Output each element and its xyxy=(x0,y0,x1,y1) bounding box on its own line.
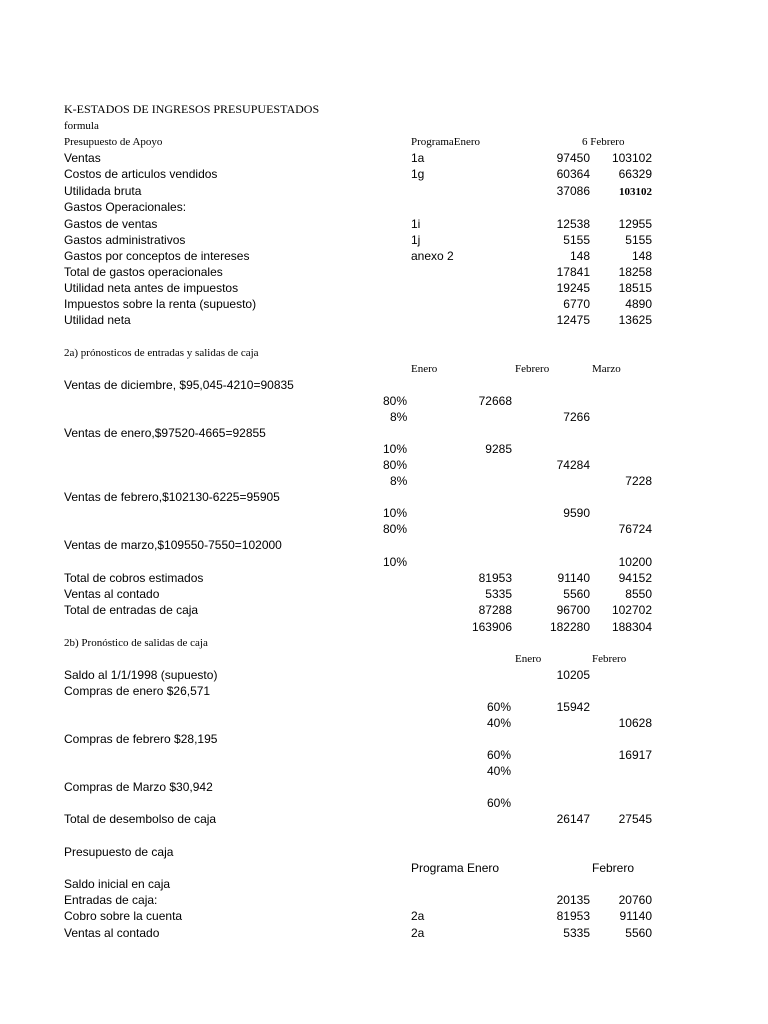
percent: 8% xyxy=(390,410,408,424)
percent: 10% xyxy=(383,506,408,520)
s3-header-program: Programa Enero xyxy=(411,861,500,875)
value: 7266 xyxy=(563,410,590,424)
percent: 8% xyxy=(390,474,408,488)
s1-row-label: Utilidada bruta xyxy=(64,184,142,198)
formula-label: formula xyxy=(64,120,99,132)
s3-row-label: Saldo inicial en caja xyxy=(64,877,171,891)
s1-row-label: Costos de articulos vendidos xyxy=(64,167,218,181)
s2a-header-marzo: Marzo xyxy=(592,363,621,375)
s3-row-label: Entradas de caja: xyxy=(64,893,158,907)
s1-row-febrero: 66329 xyxy=(618,167,652,181)
s1-row-febrero: 13625 xyxy=(618,313,652,327)
s1-row-febrero: 148 xyxy=(631,249,652,263)
s2a-total-marzo: 8550 xyxy=(625,587,652,601)
percent: 80% xyxy=(383,394,408,408)
s3-row-enero: 81953 xyxy=(556,909,590,923)
value: 9590 xyxy=(563,506,590,520)
ventas-febrero: Ventas de febrero,$102130-6225=95905 xyxy=(64,490,280,504)
value: 76724 xyxy=(618,522,652,536)
s1-row-program: 1i xyxy=(411,217,421,231)
s1-row-enero: 5155 xyxy=(563,233,590,247)
ventas-enero: Ventas de enero,$97520-4665=92855 xyxy=(64,426,266,440)
percent: 40% xyxy=(487,716,512,730)
s2a-total-marzo: 94152 xyxy=(618,571,652,585)
s1-row-febrero: 18515 xyxy=(618,281,652,295)
s1-row-enero: 12538 xyxy=(556,217,590,231)
s1-row-enero: 12475 xyxy=(556,313,590,327)
s2b-total-enero: 26147 xyxy=(556,812,590,826)
percent: 60% xyxy=(487,796,512,810)
s3-row-label: Cobro sobre la cuenta xyxy=(64,909,183,923)
value: 72668 xyxy=(478,394,512,408)
ventas-marzo: Ventas de marzo,$109550-7550=102000 xyxy=(64,538,282,552)
s1-row-febrero: 4890 xyxy=(625,297,652,311)
s1-row-febrero: 103102 xyxy=(619,186,652,198)
s1-row-enero: 148 xyxy=(569,249,590,263)
saldo-label: Saldo al 1/1/1998 (supuesto) xyxy=(64,668,218,682)
s3-row-enero: 20135 xyxy=(556,893,590,907)
s2a-total-label: Ventas al contado xyxy=(64,587,160,601)
value: 16917 xyxy=(618,748,652,762)
s2a-sum-febrero: 182280 xyxy=(549,620,590,634)
percent: 60% xyxy=(487,700,512,714)
percent: 80% xyxy=(383,458,408,472)
percent: 40% xyxy=(487,764,512,778)
ventas-diciembre: Ventas de diciembre, $95,045-4210=90835 xyxy=(64,378,294,392)
compras-enero: Compras de enero $26,571 xyxy=(64,684,211,698)
s3-row-label: Ventas al contado xyxy=(64,926,160,940)
s1-row-program: anexo 2 xyxy=(411,249,454,263)
s3-row-enero: 5335 xyxy=(563,926,590,940)
s1-row-enero: 60364 xyxy=(556,167,590,181)
s3-header-febrero: Febrero xyxy=(592,861,635,875)
s2b-total-label: Total de desembolso de caja xyxy=(64,812,217,826)
s1-row-febrero: 12955 xyxy=(618,217,652,231)
doc-title: K-ESTADOS DE INGRESOS PRESUPUESTADOS xyxy=(64,102,320,116)
s1-header-febrero: 6 Febrero xyxy=(582,136,625,148)
s3-title: Presupuesto de caja xyxy=(64,845,174,859)
s1-row-label: Utilidad neta antes de impuestos xyxy=(64,281,239,295)
s2a-total-label: Total de entradas de caja xyxy=(64,603,199,617)
s1-row-program: 1g xyxy=(411,167,425,181)
s2b-total-febrero: 27545 xyxy=(618,812,652,826)
percent: 60% xyxy=(487,748,512,762)
s1-row-enero: 19245 xyxy=(556,281,590,295)
s1-row-label: Impuestos sobre la renta (supuesto) xyxy=(64,297,257,311)
s2a-total-marzo: 102702 xyxy=(611,603,652,617)
value: 15942 xyxy=(556,700,590,714)
value: 74284 xyxy=(556,458,590,472)
s1-row-label: Total de gastos operacionales xyxy=(64,265,223,279)
s2a-total-febrero: 5560 xyxy=(563,587,590,601)
s2a-total-febrero: 91140 xyxy=(557,571,590,585)
s1-row-label: Gastos por conceptos de intereses xyxy=(64,249,250,263)
s2b-header-febrero: Febrero xyxy=(592,653,627,665)
percent: 80% xyxy=(383,522,408,536)
s1-row-program: 1j xyxy=(411,233,421,247)
s1-row-enero: 97450 xyxy=(556,151,590,165)
s2a-title: 2a) prónosticos de entradas y salidas de caja xyxy=(64,347,259,359)
s2a-total-enero: 81953 xyxy=(478,571,512,585)
value: 10200 xyxy=(618,555,652,569)
percent: 10% xyxy=(383,555,408,569)
s3-row-febrero: 5560 xyxy=(625,926,652,940)
s2a-total-febrero: 96700 xyxy=(556,603,590,617)
s1-row-program: 1a xyxy=(411,151,425,165)
s1-row-enero: 37086 xyxy=(556,184,590,198)
s3-row-program: 2a xyxy=(411,926,425,940)
s1-row-label: Gastos Operacionales: xyxy=(64,200,187,214)
s1-row-enero: 6770 xyxy=(563,297,590,311)
s1-header-program: ProgramaEnero xyxy=(411,136,481,148)
value: 9285 xyxy=(485,442,512,456)
s2a-total-enero: 87288 xyxy=(478,603,512,617)
value: 10628 xyxy=(618,716,652,730)
s2a-header-enero: Enero xyxy=(411,363,438,375)
s1-row-febrero: 5155 xyxy=(625,233,652,247)
compras-febrero: Compras de febrero $28,195 xyxy=(64,732,218,746)
s2a-total-enero: 5335 xyxy=(485,587,512,601)
s1-row-label: Gastos administrativos xyxy=(64,233,186,247)
s3-row-febrero: 91140 xyxy=(619,909,652,923)
s2a-header-febrero: Febrero xyxy=(515,363,550,375)
value: 7228 xyxy=(625,474,652,488)
s1-row-enero: 17841 xyxy=(556,265,590,279)
s2a-total-label: Total de cobros estimados xyxy=(64,571,204,585)
s3-row-program: 2a xyxy=(411,909,425,923)
s1-row-febrero: 103102 xyxy=(611,151,652,165)
s1-row-label: Ventas xyxy=(64,151,101,165)
saldo-value: 10205 xyxy=(556,668,590,682)
s1-row-febrero: 18258 xyxy=(618,265,652,279)
s2b-header-enero: Enero xyxy=(515,653,542,665)
s2b-title: 2b) Pronóstico de salidas de caja xyxy=(64,637,208,649)
s1-row-label: Gastos de ventas xyxy=(64,217,158,231)
s2a-sum-marzo: 188304 xyxy=(611,620,652,634)
compras-marzo: Compras de Marzo $30,942 xyxy=(64,780,213,794)
s3-row-febrero: 20760 xyxy=(618,893,652,907)
s1-header-left: Presupuesto de Apoyo xyxy=(64,136,163,148)
percent: 10% xyxy=(383,442,408,456)
s2a-sum-enero: 163906 xyxy=(471,620,512,634)
s1-row-label: Utilidad neta xyxy=(64,313,131,327)
